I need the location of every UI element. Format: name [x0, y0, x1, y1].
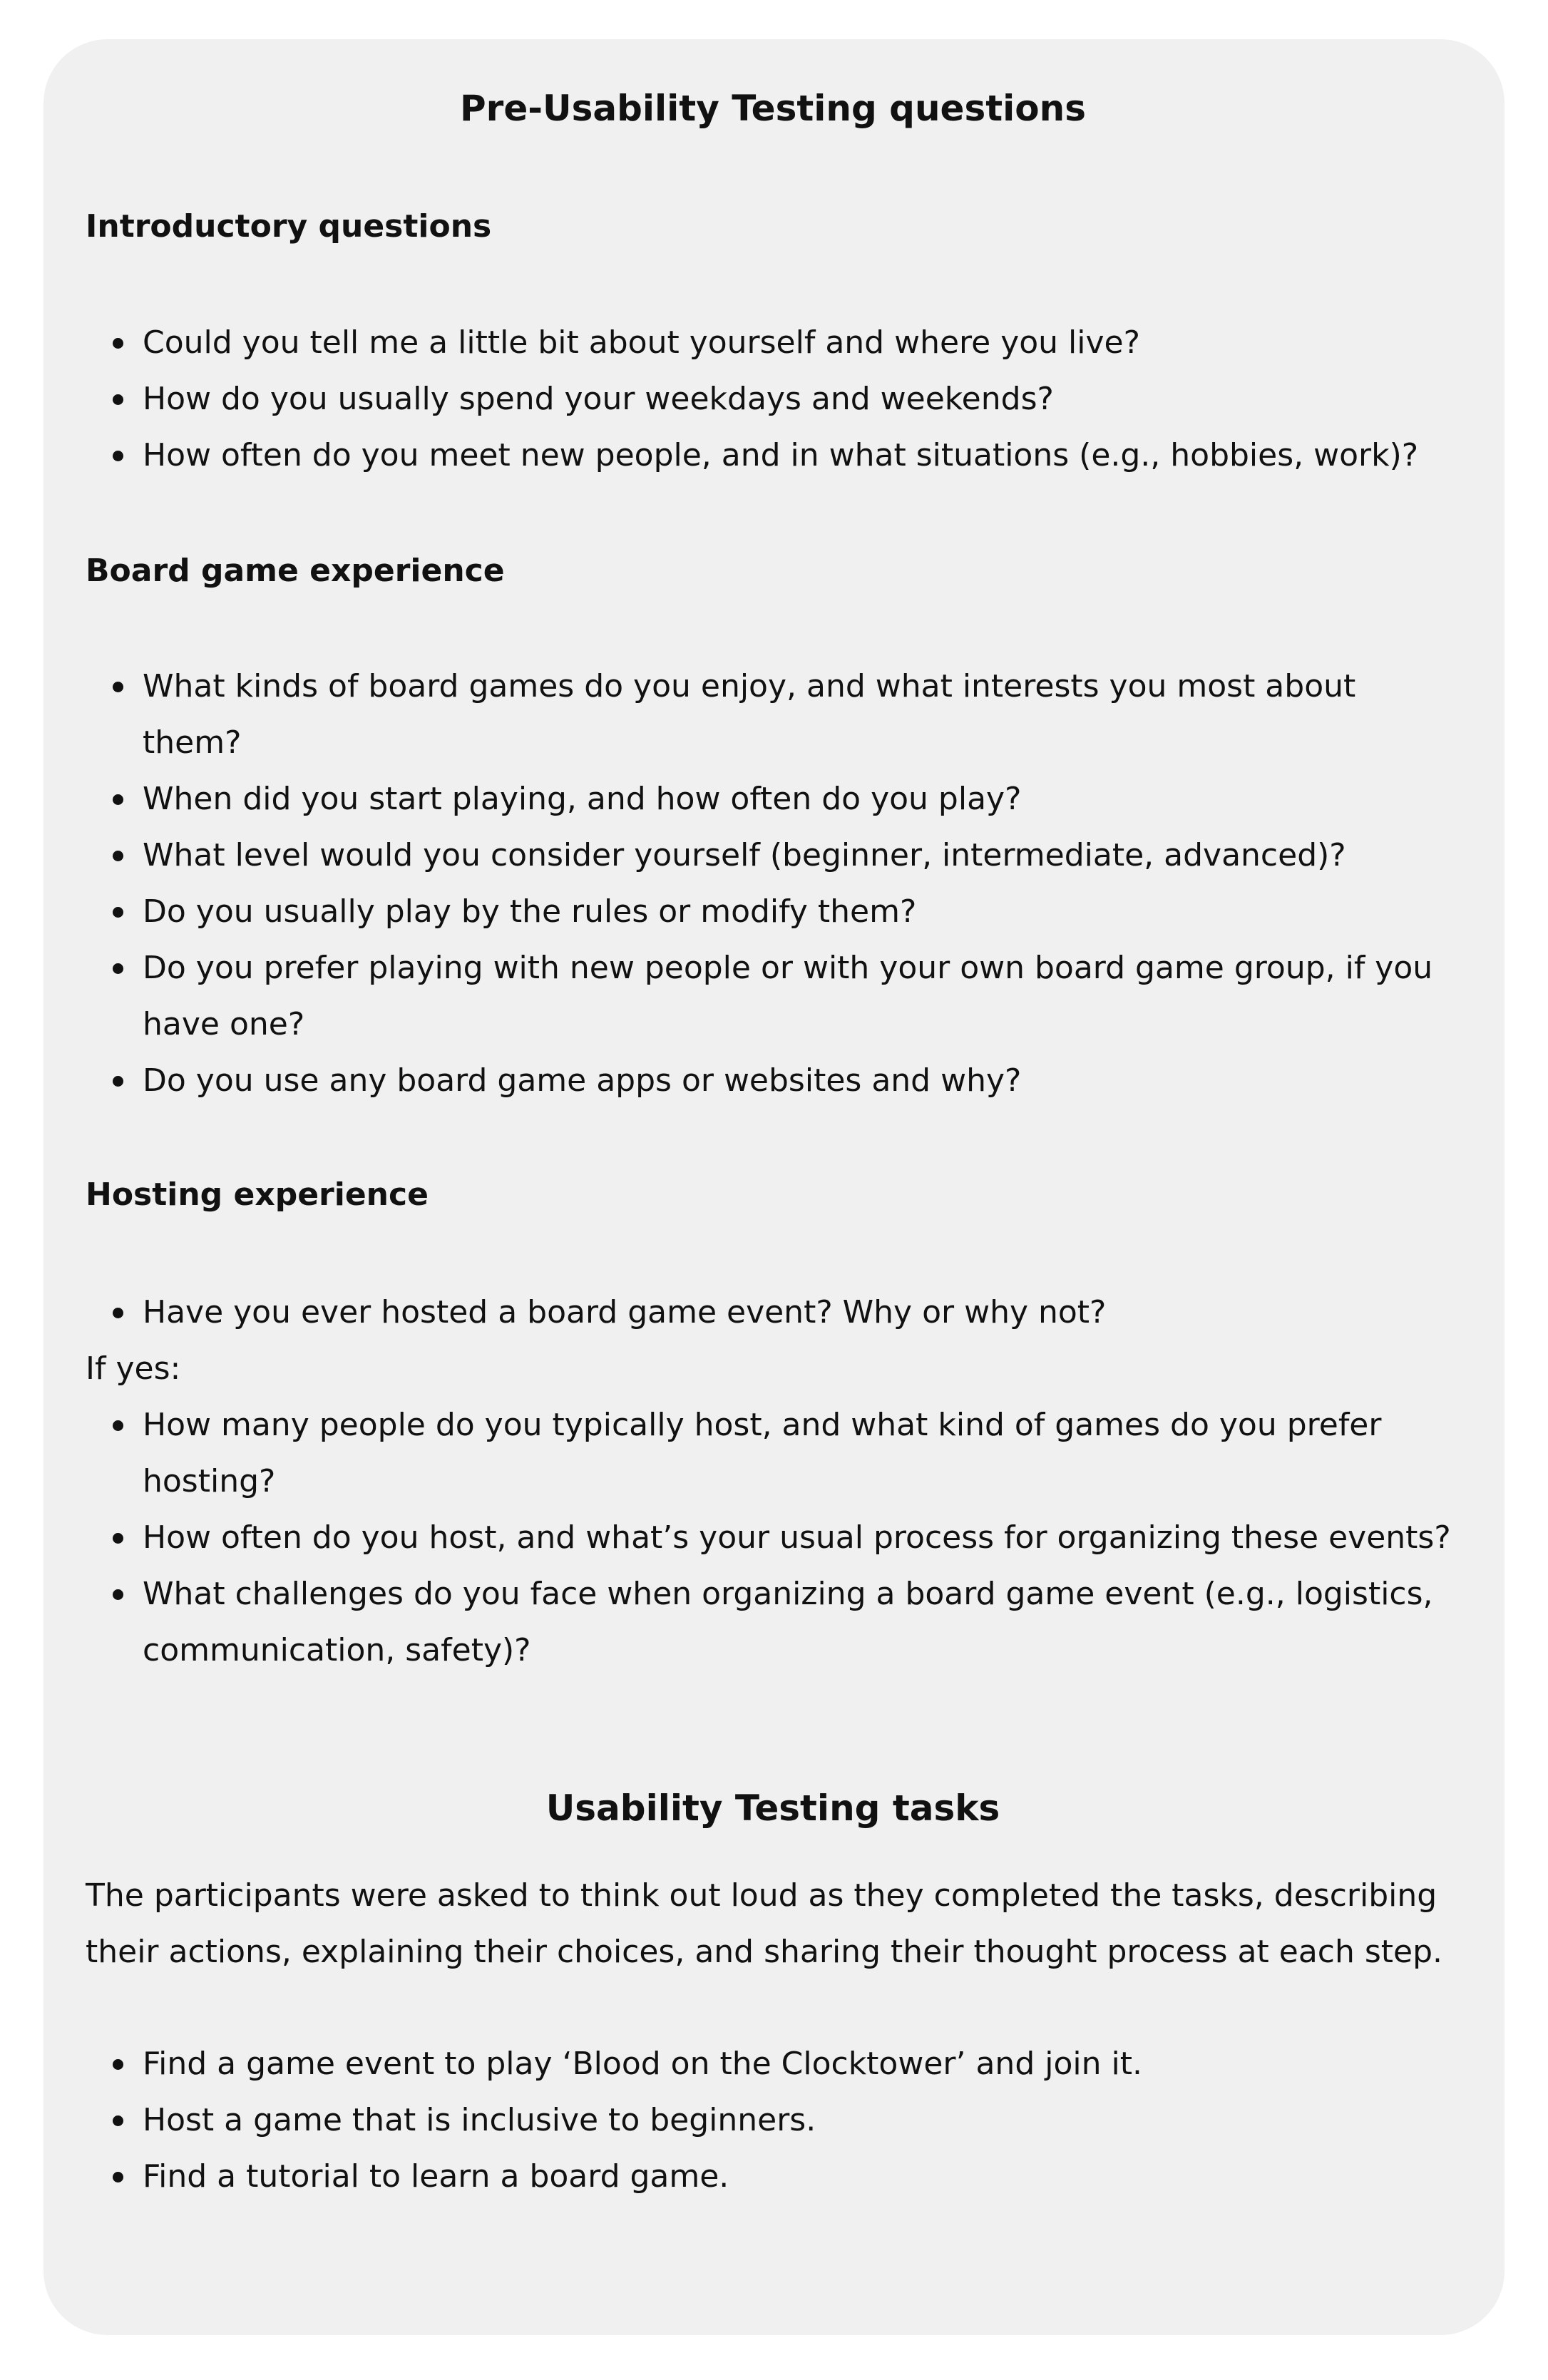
list-item: How often do you meet new people, and in what situations (e.g., hobbies, work)? [86, 427, 1460, 483]
tasks-intro-paragraph: The participants were asked to think out loud as they completed the tasks, describing their actions, explaining their choices, and sharing their thought process at each step. [86, 1877, 1443, 1970]
hosting-followup-list [86, 1397, 1460, 1678]
list-item: Do you prefer playing with new people or with your own board game group, if you have one? [86, 940, 1460, 1052]
list-item: Do you usually play by the rules or modify them? [86, 883, 1460, 940]
list-item: Find a tutorial to learn a board game. [86, 2148, 1460, 2205]
list-item: How do you usually spend your weekdays and weekends? [86, 371, 1460, 427]
list-item: Could you tell me a little bit about yourself and where you live? [86, 314, 1460, 371]
page-title: Pre-Usability Testing questions [460, 88, 1086, 129]
list-item: Have you ever hosted a board game event? Why or why not? [86, 1284, 1460, 1340]
introductory-questions-list [86, 314, 1460, 483]
list-item: How often do you host, and what’s your usual process for organizing these events? [86, 1509, 1460, 1566]
list-item: Find a game event to play ‘Blood on the Clocktower’ and join it. [86, 2036, 1460, 2092]
list-item: What level would you consider yourself (beginner, intermediate, advanced)? [86, 827, 1460, 883]
list-item: What kinds of board games do you enjoy, and what interests you most about them? [86, 658, 1460, 771]
if-yes-label: If yes: [86, 1350, 181, 1387]
list-item: Host a game that is inclusive to beginners. [86, 2092, 1460, 2148]
section-heading-board-game: Board game experience [86, 552, 505, 589]
document-card [43, 39, 1505, 2335]
list-item: When did you start playing, and how often do you play? [86, 771, 1460, 827]
list-item: Do you use any board game apps or websites and why? [86, 1052, 1460, 1109]
list-item: What challenges do you face when organizing a board game event (e.g., logistics, communication, safety)? [86, 1566, 1460, 1678]
section-heading-hosting: Hosting experience [86, 1176, 429, 1214]
board-game-questions-list [86, 658, 1460, 1109]
section-heading-introductory: Introductory questions [86, 208, 492, 245]
tasks-title: Usability Testing tasks [545, 1787, 1000, 1829]
tasks-list [86, 2036, 1460, 2205]
hosting-questions-list [86, 1284, 1460, 1340]
list-item: How many people do you typically host, and what kind of games do you prefer hosting? [86, 1397, 1460, 1509]
